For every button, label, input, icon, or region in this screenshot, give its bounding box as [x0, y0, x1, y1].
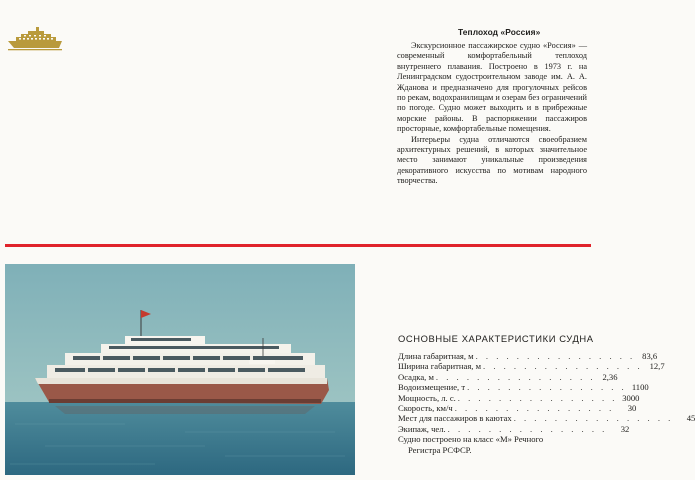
red-divider: [5, 244, 591, 247]
ship-photo: [5, 264, 355, 475]
spec-label: Ширина габаритная, м: [398, 361, 482, 372]
description-paragraph: Интерьеры судна отличаются своеобразием архитектурных решений, в которых значительное место занимают уникальные произведения декоративного искусства по мотивам народного творчества.: [397, 134, 587, 186]
page-title: Теплоход «Россия»: [458, 27, 541, 37]
spec-row: [398, 413, 695, 424]
leader-dots: . . . . . . . . . . . . . . . .: [435, 371, 596, 382]
leader-dots: . . . . . . . . . . . . . . . .: [513, 413, 674, 424]
ship-logo-icon: [6, 24, 64, 52]
spec-label: Мест для пассажиров в каютах: [398, 413, 512, 424]
spec-row: [398, 423, 630, 434]
spec-value: 12,7: [649, 361, 665, 372]
spec-row: [398, 402, 637, 413]
spec-value: 83,6: [642, 351, 658, 361]
spec-value: 45: [686, 413, 695, 424]
spec-label: Водоизмещение, т: [398, 382, 466, 393]
spec-label: Мощность, л. с.: [398, 392, 456, 403]
spec-label: Осадка, м: [398, 371, 434, 382]
class-note-line: Судно построено на класс «М» Речного: [398, 434, 544, 445]
spec-row: [398, 382, 649, 393]
leader-dots: . . . . . . . . . . . . . . . .: [483, 361, 643, 372]
spec-row: [398, 371, 618, 382]
leader-dots: . . . . . . . . . . . . . . . .: [467, 382, 627, 393]
class-note-line: Регистра РСФСР.: [408, 444, 472, 455]
spec-label: Экипаж, чел.: [398, 423, 446, 434]
spec-row: [398, 392, 640, 403]
spec-row: [398, 351, 658, 361]
spec-label: Скорость, км/ч: [398, 402, 453, 413]
spec-value: 3000: [622, 392, 640, 403]
spec-label: Длина габаритная, м: [398, 351, 474, 361]
spec-row: [398, 361, 665, 372]
leader-dots: . . . . . . . . . . . . . . . .: [454, 402, 615, 413]
spec-value: 2,36: [602, 371, 618, 382]
leader-dots: . . . . . . . . . . . . . . . .: [457, 392, 618, 403]
spec-value: 32: [620, 423, 630, 434]
leader-dots: . . . . . . . . . . . . . . . .: [475, 351, 636, 361]
spec-value: 1100: [631, 382, 649, 393]
spec-value: 30: [627, 402, 637, 413]
specs-table: [398, 351, 695, 455]
specs-title: ОСНОВНЫЕ ХАРАКТЕРИСТИКИ СУДНА: [398, 333, 594, 344]
description: [397, 41, 587, 187]
description-paragraph: Экскурсионное пассажирское судно «Россия» — современный комфортабельный теплоход внутреннего плавания. Построено в 1973 г. на Ленинградском судостроительном заводе им. А. А. Жданова и предназначено для прогулочных рейсов по рекам, водохранилищам и озерам без ограничений по погоде. Судно может выходить и в прибрежные морские районы. В распоряжении пассажиров просторные, комфортабельные помещения.: [397, 41, 587, 134]
leader-dots: . . . . . . . . . . . . . . . .: [447, 423, 608, 434]
